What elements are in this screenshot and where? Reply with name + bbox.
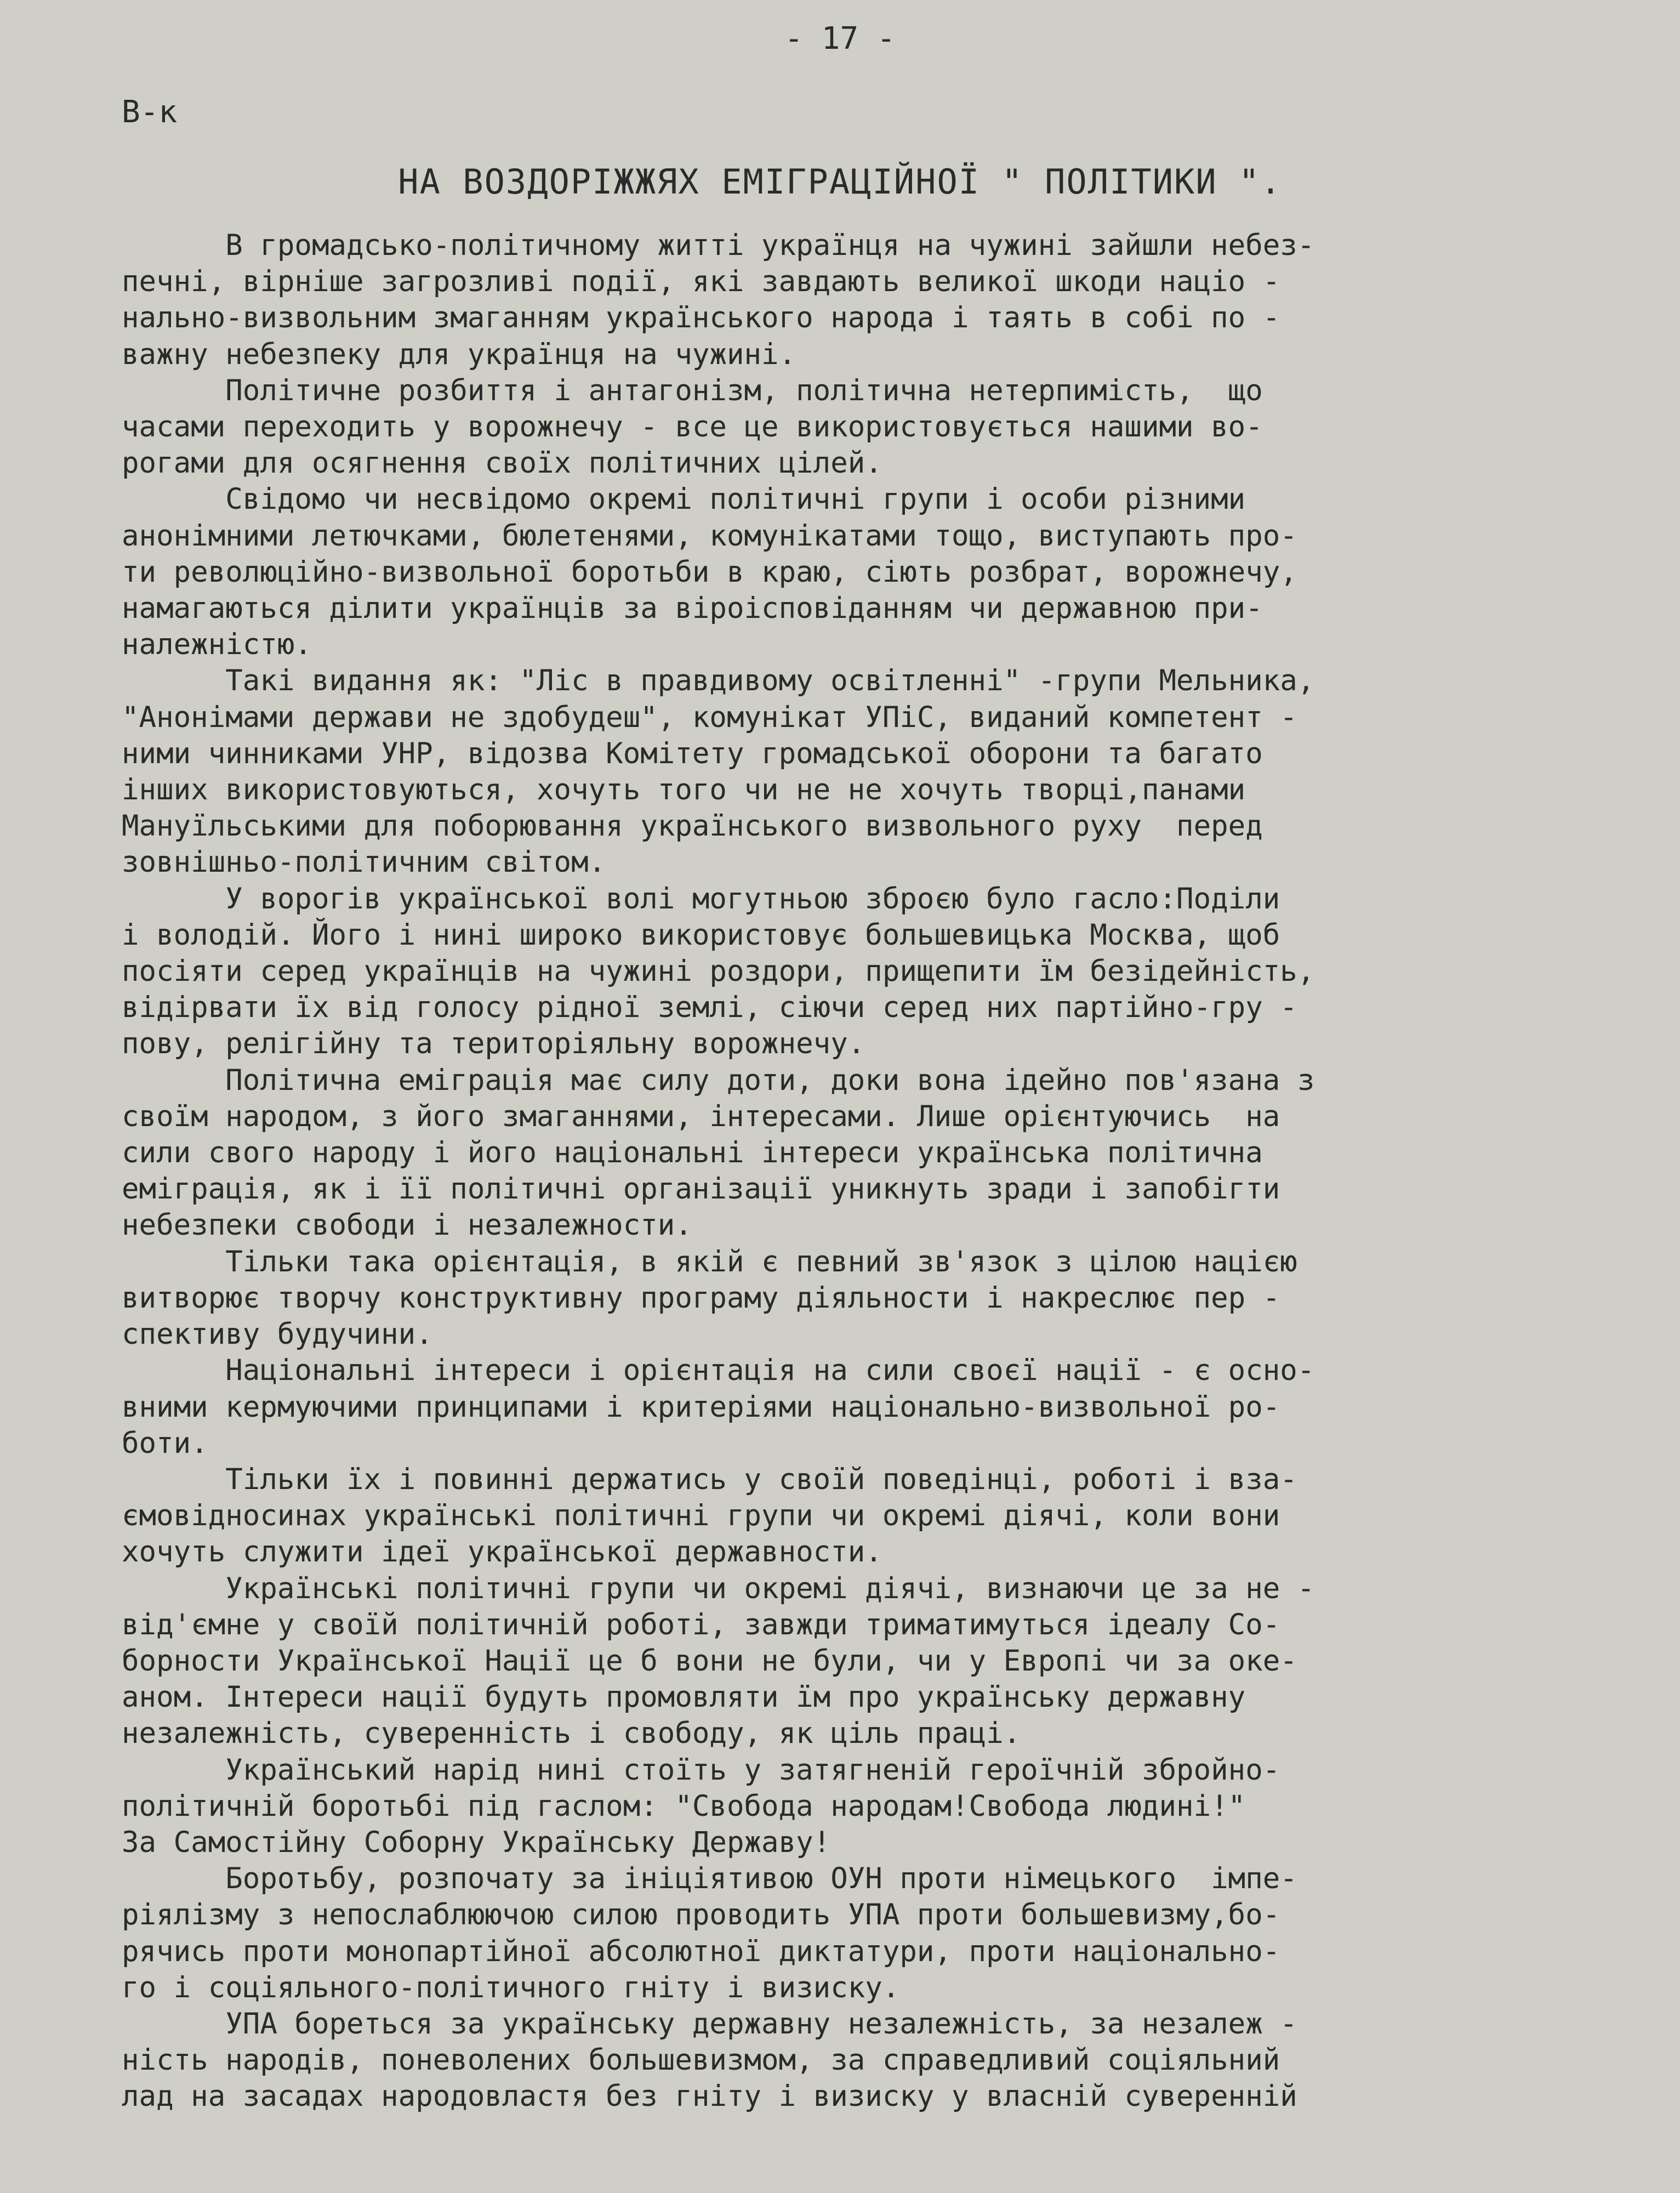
text-line: печні, вірніше загрозливі події, які завдають великої шкоди націо - — [122, 265, 1280, 299]
text-line: намагаються ділити українців за віроісповіданням чи державною при- — [122, 592, 1263, 626]
text-line: витворює творчу конструктивну програму діяльности і накреслює пер - — [122, 1281, 1280, 1315]
text-line: нально-визвольним змаганням українського народа і таять в собі по - — [122, 301, 1280, 335]
text-line: УПА бореться за українську державну незалежність, за незалеж - — [122, 2007, 1297, 2041]
text-line: го і соціяльного-політичного гніту і визиску. — [122, 1970, 900, 2004]
text-line: лад на засадах народовластя без гніту і визиску у власній суверенній — [122, 2080, 1297, 2114]
text-line: вними кермуючими принципами і критеріями національно-визвольної ро- — [122, 1390, 1280, 1424]
text-line: анонімними летючками, бюлетенями, комунікатами тощо, виступають про- — [122, 519, 1297, 553]
text-line: Національні інтереси і орієнтація на сили своєї нації - є осно- — [122, 1354, 1315, 1388]
text-line: часами переходить у ворожнечу - все це використовується нашими во- — [122, 410, 1263, 444]
text-line: борности Української Нації це б вони не були, чи у Европі чи за оке- — [122, 1644, 1297, 1678]
text-line: рячись проти монопартійної абсолютної диктатури, проти національно- — [122, 1934, 1280, 1968]
text-line: Український нарід нині стоїть у затягненій героїчній збройно- — [122, 1753, 1280, 1787]
text-line: аном. Інтереси нації будуть промовляти їм про українську державну — [122, 1680, 1246, 1714]
text-line: і володій. Його і нині широко використовує большевицька Москва, щоб — [122, 918, 1280, 952]
text-line: ти революційно-визвольної боротьби в краю, сіють розбрат, ворожнечу, — [122, 555, 1297, 589]
text-line: незалежність, суверенність і свободу, як ціль праці. — [122, 1717, 1021, 1751]
body-text — [122, 228, 1602, 2115]
text-line: хочуть служити ідеї української державности. — [122, 1535, 882, 1569]
text-line: ність народів, поневолених большевизмом, за справедливий соціяльний — [122, 2043, 1280, 2077]
text-line: відірвати їх від голосу рідної землі, сіючи серед них партійно-гру - — [122, 991, 1297, 1025]
text-line: посіяти серед українців на чужині роздори, прищепити їм безідейність, — [122, 955, 1315, 988]
text-line: Українські політичні групи чи окремі діячі, визнаючи це за не - — [122, 1571, 1315, 1605]
text-line: Тільки така орієнтація, в якій є певний зв'язок з цілою нацією — [122, 1245, 1297, 1279]
text-line: У ворогів української волі могутньою зброєю було гасло:Поділи — [122, 882, 1280, 916]
text-line: Свідомо чи несвідомо окремі політичні групи і особи різними — [122, 482, 1246, 516]
text-line: інших використовуються, хочуть того чи не не хочуть творці,панами — [122, 773, 1246, 807]
text-line: Боротьбу, розпочату за ініціятивою ОУН проти німецького імпе- — [122, 1862, 1297, 1896]
text-line: ними чинниками УНР, відозва Комітету громадської оборони та багато — [122, 736, 1263, 770]
document-title: НА ВОЗДОРІЖЖЯХ ЕМІГРАЦІЙНОЇ " ПОЛІТИКИ ". — [398, 162, 1282, 202]
text-line: боти. — [122, 1426, 208, 1460]
text-line: спективу будучини. — [122, 1317, 433, 1351]
text-line: ріялізму з непослаблюючою силою проводить УПА проти большевизму,бо- — [122, 1898, 1280, 1932]
text-line: сили свого народу і його національні інтереси українська політична — [122, 1136, 1263, 1170]
text-line: "Анонімами держави не здобудеш", комунікат УПіС, виданий компетент - — [122, 700, 1297, 734]
text-line: ємовідносинах українські політичні групи чи окремі діячі, коли вони — [122, 1499, 1280, 1533]
text-line: пову, релігійну та територіяльну ворожнечу. — [122, 1027, 865, 1061]
text-line: Політичне розбиття і антагонізм, політична нетерпимість, що — [122, 373, 1263, 407]
text-line: від'ємне у своїй політичній роботі, завжди триматимуться ідеалу Со- — [122, 1607, 1280, 1641]
text-line: належністю. — [122, 628, 312, 662]
text-line: важну небезпеку для українця на чужині. — [122, 337, 796, 371]
text-line: За Самостійну Соборну Українську Державу! — [122, 1825, 831, 1859]
text-line: своїм народом, з його змаганнями, інтересами. Лише орієнтуючись на — [122, 1099, 1280, 1133]
text-line: Політична еміграція має силу доти, доки вона ідейно пов'язана з — [122, 1063, 1315, 1097]
text-line: Тільки їх і повинні держатись у своїй поведінці, роботі і вза- — [122, 1462, 1297, 1496]
text-line: політичній боротьбі під гаслом: "Свобода народам!Свобода людині!" — [122, 1789, 1246, 1823]
text-line: еміграція, як і її політичні організації уникнуть зради і запобігти — [122, 1172, 1280, 1206]
author-initials: В-к — [122, 94, 178, 130]
text-line: Такі видання як: "Ліс в правдивому освітленні" -групи Мельника, — [122, 664, 1315, 698]
text-line: Мануїльськими для поборювання українського визвольного руху перед — [122, 809, 1263, 843]
text-line: В громадсько-політичному житті українця на чужині зайшли небез- — [122, 229, 1315, 262]
text-line: небезпеки свободи і незалежности. — [122, 1208, 692, 1242]
text-line: зовнішньо-політичним світом. — [122, 845, 606, 879]
text-line: рогами для осягнення своїх політичних цілей. — [122, 446, 882, 480]
page-number: - 17 - — [784, 21, 896, 56]
